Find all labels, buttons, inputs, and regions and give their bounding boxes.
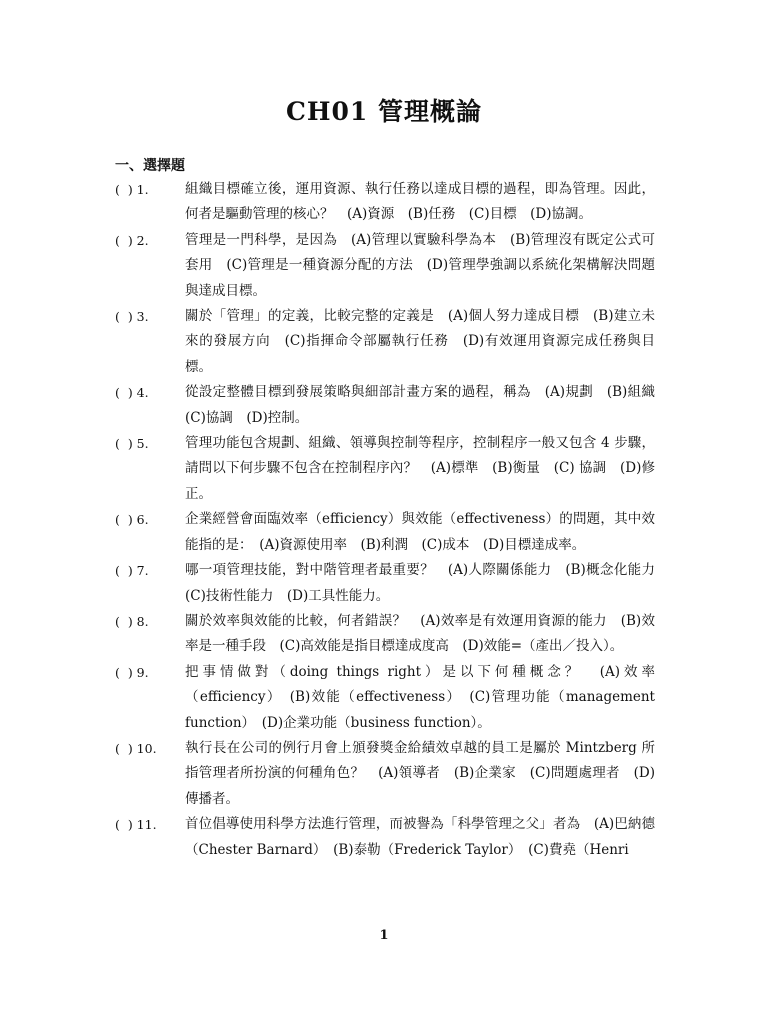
question-item: [115, 660, 655, 736]
question-number: ( ) 8.: [115, 613, 149, 629]
question-text: 組織目標確立後，運用資源、執行任務以達成目標的過程，即為管理。因此，何者是驅動管理的核心？ (A)資源 (B)任務 (C)目標 (D)協調。: [185, 181, 655, 223]
question-text: 執行長在公司的例行月會上頒發獎金給績效卓越的員工是屬於 Mintzberg 所指管理者所扮演的何種角色？ (A)領導者 (B)企業家 (C)問題處理者 (D)傳播者。: [185, 739, 655, 807]
question-text: 把事情做對（doing things right）是以下何種概念？ (A)效率（efficiency） (B)效能（effectiveness） (C)管理功能（management function） (D)企業功能（business function）。: [185, 663, 655, 731]
question-number: ( ) 9.: [115, 664, 149, 680]
page-number: 1: [379, 928, 389, 943]
question-text: 管理是一門科學，是因為 (A)管理以實驗科學為本 (B)管理沒有既定公式可套用 (C)管理是一種資源分配的方法 (D)管理學強調以系統化架構解決問題與達成目標。: [185, 231, 655, 299]
question-text: 關於效率與效能的比較，何者錯誤？ (A)效率是有效運用資源的能力 (B)效率是一種手段 (C)高效能是指目標達成度高 (D)效能=（產出／投入）。: [185, 612, 655, 655]
question-list: [115, 177, 669, 863]
question-item: [115, 507, 655, 558]
question-item: [115, 304, 655, 380]
question-item: [115, 228, 655, 304]
question-text: 關於「管理」的定義，比較完整的定義是 (A)個人努力達成目標 (B)建立未來的發展方向 (C)指揮命令部屬執行任務 (D)有效運用資源完成任務與目標。: [185, 308, 655, 375]
page-title: CH01 管理概論: [285, 97, 482, 126]
question-item: [115, 380, 669, 431]
question-text: 哪一項管理技能，對中階管理者最重要？ (A)人際關係能力 (B)概念化能力 (C)技術性能力 (D)工具性能力。: [185, 562, 669, 604]
question-text: 從設定整體目標到發展策略與細部計畫方案的過程，稱為 (A)規劃 (B)組織 (C)協調 (D)控制。: [185, 384, 669, 426]
question-item: [115, 177, 655, 228]
question-text: 企業經營會面臨效率（efficiency）與效能（effectiveness）的問題，其中效能指的是： (A)資源使用率 (B)利潤 (C)成本 (D)目標達成率。: [185, 511, 655, 553]
question-item: [115, 431, 655, 507]
question-number: ( ) 2.: [115, 232, 149, 248]
question-number: ( ) 6.: [115, 512, 149, 528]
question-number: ( ) 11.: [115, 817, 157, 833]
question-number: ( ) 10.: [115, 740, 157, 756]
question-item: [115, 812, 655, 863]
question-text: 首位倡導使用科學方法進行管理，而被譽為「科學管理之父」者為 (A)巴納德（Chester Barnard） (B)泰勒（Frederick Taylor） (C)費堯（Henri: [185, 816, 655, 858]
question-number: ( ) 5.: [115, 436, 149, 452]
section-heading: 一、選擇題: [115, 158, 185, 174]
question-number: ( ) 1.: [115, 182, 149, 197]
question-text: 管理功能包含規劃、組織、領導與控制等程序，控制程序一般又包含 4 步驟，請問以下何步驟不包含在控制程序內？ (A)標準 (B)衡量 (C) 協調 (D)修正。: [185, 435, 655, 502]
question-number: ( ) 4.: [115, 385, 149, 401]
question-item: [115, 558, 669, 609]
question-item: [115, 736, 655, 812]
question-number: ( ) 7.: [115, 563, 149, 579]
question-number: ( ) 3.: [115, 309, 149, 325]
question-item: [115, 609, 655, 660]
